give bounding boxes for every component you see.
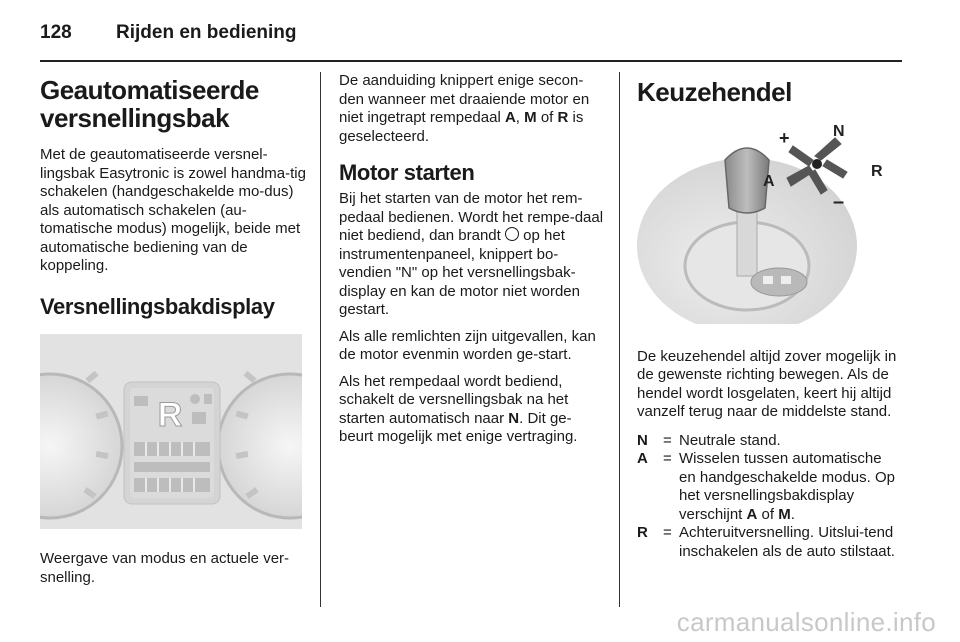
def-key: A: [637, 450, 648, 467]
of-text: of: [540, 109, 554, 126]
lever-n-label: N: [833, 123, 845, 140]
intro-paragraph: Met de geautomatiseerde versnel-lingsbak Easytronic is zowel handma-tig schakelen (handgeschakelde mo-dus) als automatisch schakelen (au-tomatische modus) mogelijk, beide met automatische bediening van de koppeling.: [40, 146, 306, 274]
brake-text-2: . Dit ge-beurt mogelijk met enige vertraging.: [339, 409, 578, 445]
blink-paragraph: De aanduiding knippert enige secon-den wanneer met draaiende motor en niet ingetrapt rempedaal A, M of R is geselecteerd.: [339, 72, 590, 145]
start-text-1: Bij het starten van de motor het rem-pedaal bedienen. Wordt het rempe-daal niet bediend, dan brandt: [339, 190, 604, 244]
column-2: [339, 72, 605, 455]
of-text: of: [761, 505, 775, 523]
header-rule: [40, 60, 902, 62]
def-key: R: [637, 524, 648, 541]
page-number: 128: [40, 22, 72, 43]
blink-text: De aanduiding knippert enige secon-den wanneer met draaiende motor en niet ingetrapt rempedaal: [339, 72, 590, 126]
page-header: [40, 22, 297, 44]
lever-minus-label: –: [833, 191, 845, 213]
display-heading: Versnellingsbakdisplay: [40, 293, 275, 319]
label-r: R: [557, 109, 569, 126]
gearbox-display-illustration: [40, 334, 302, 529]
brake-warning-icon: [505, 227, 519, 241]
lever-definitions: [637, 432, 902, 562]
selector-lever-illustration: [637, 116, 901, 324]
display-gear-letter: R: [157, 395, 183, 434]
def-eq: =: [663, 431, 672, 449]
def-value: Achteruitversnelling. Uitslui-tend inschakelen als de auto stilstaat.: [679, 524, 895, 560]
column-divider: [320, 72, 321, 607]
label-m: M: [778, 505, 791, 523]
label-n: N: [508, 409, 520, 427]
definition-n: [637, 432, 902, 451]
def-key: N: [637, 431, 648, 449]
brake-pedal-paragraph: [339, 373, 605, 447]
footer-watermark: carmanualsonline.info: [676, 607, 936, 637]
column-3: [637, 72, 902, 561]
column-1: [40, 72, 308, 595]
label-a: A: [504, 109, 516, 126]
def-value: [679, 450, 902, 524]
def-value: Neutrale stand.: [679, 431, 781, 449]
display-caption: Weergave van modus en actuele ver-snelling.: [40, 550, 290, 586]
lever-paragraph: De keuzehendel altijd zover mogelijk in de gewenste richting bewegen. Als de hendel wordt losgelaten, keert hij altijd vanzelf terug naar de middelste stand.: [637, 347, 897, 420]
lever-a-label: A: [763, 173, 775, 190]
brake-text-1: Als het rempedaal wordt bediend, schakelt de versnellingsbak na het starten automatisch naar: [339, 372, 569, 427]
label-m: M: [524, 109, 537, 126]
start-text-2: op het instrumentenpaneel, knippert bo-vendien "N" op het versnellingsbak-display en kan de motor niet worden gestart.: [339, 227, 580, 318]
engine-start-heading: Motor starten: [339, 160, 475, 185]
def-eq: =: [663, 450, 672, 467]
start-paragraph: [339, 190, 605, 320]
blink-end-text: is geselecteerd.: [339, 109, 584, 145]
lever-r-label: R: [871, 163, 883, 180]
def-value-text: Wisselen tussen automatische en handgeschakelde modus. Op het versnellingsbakdisplay verschijnt: [679, 450, 895, 523]
column-divider: [619, 72, 620, 607]
definition-r: [637, 524, 902, 561]
gearbox-display-figure: [40, 334, 308, 535]
definition-a: [637, 450, 902, 524]
def-end: .: [790, 505, 795, 523]
brake-lights-paragraph: Als alle remlichten zijn uitgevallen, kan de motor evenmin worden ge-start.: [339, 327, 596, 363]
selector-lever-heading: Keuzehendel: [637, 77, 792, 107]
def-eq: =: [663, 524, 672, 541]
lever-plus-label: +: [779, 128, 790, 148]
selector-lever-figure: [637, 116, 902, 330]
main-heading: Geautomatiseerde versnellingsbak: [40, 75, 259, 133]
section-title: Rijden en bediening: [116, 22, 297, 43]
label-a: A: [746, 505, 758, 523]
